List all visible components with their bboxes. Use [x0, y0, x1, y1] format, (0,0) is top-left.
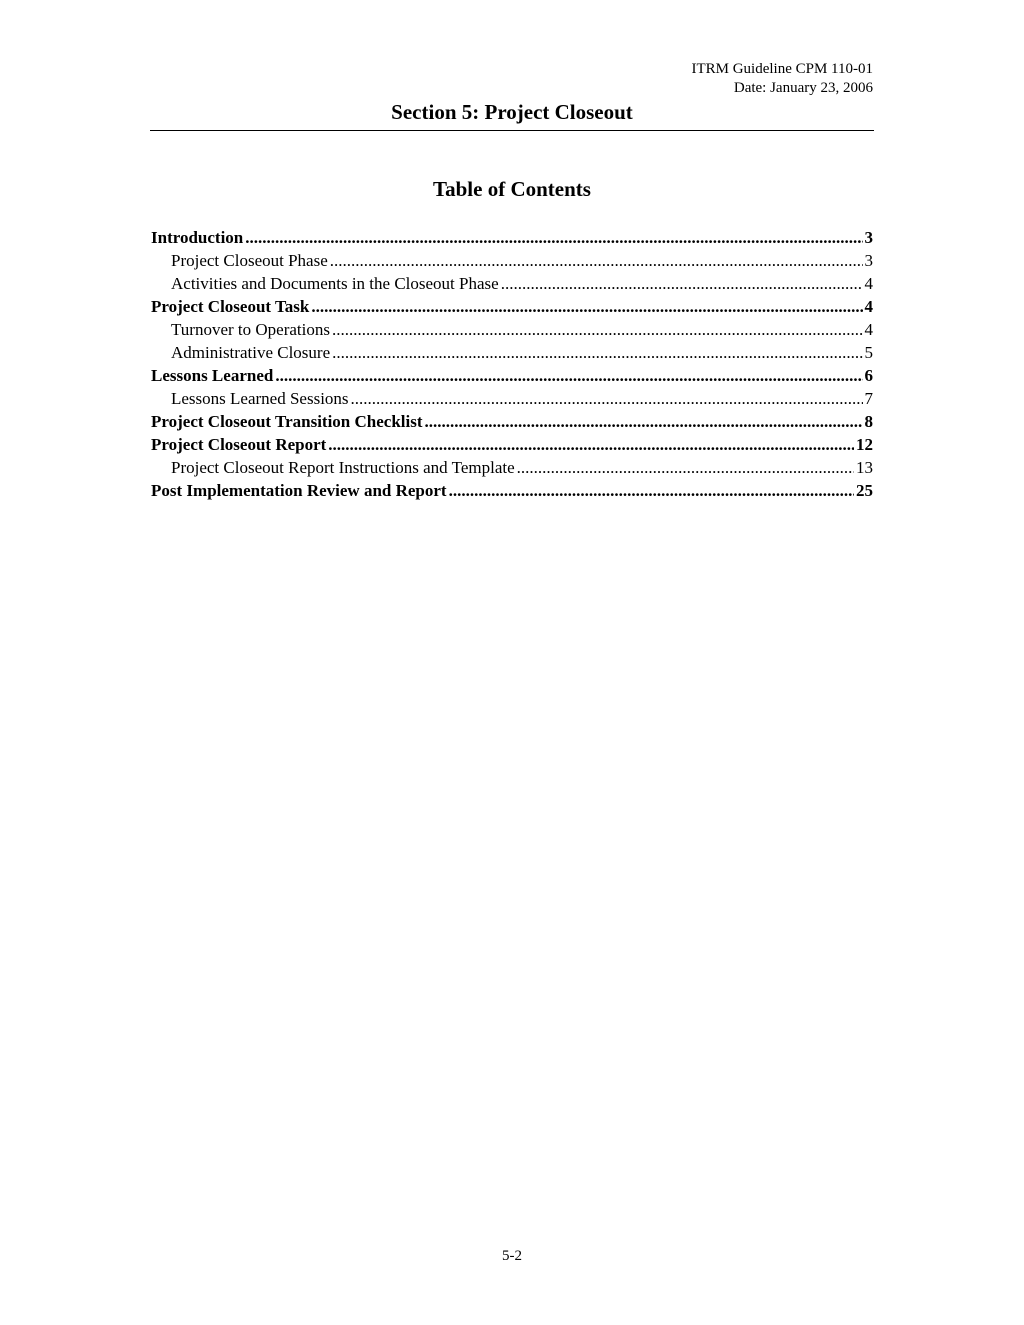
table-of-contents: [151, 226, 873, 502]
toc-leader-dots: [245, 226, 862, 249]
toc-entry[interactable]: [151, 341, 873, 364]
toc-entry-label: Turnover to Operations: [171, 320, 330, 339]
toc-entry-page: 12: [856, 435, 873, 454]
toc-entry[interactable]: [151, 249, 873, 272]
toc-entry-page: 3: [864, 251, 873, 270]
document-header: [691, 60, 873, 98]
toc-entry-page: 25: [856, 481, 873, 500]
toc-entry[interactable]: [151, 456, 873, 479]
toc-leader-dots: [501, 272, 863, 295]
toc-entry[interactable]: [151, 226, 873, 249]
toc-leader-dots: [332, 318, 863, 341]
toc-entry[interactable]: [151, 364, 873, 387]
toc-entry-label: Project Closeout Report: [151, 435, 327, 454]
toc-entry-page: 5: [864, 343, 873, 362]
toc-leader-dots: [351, 387, 863, 410]
toc-entry-label: Introduction: [151, 228, 244, 247]
document-date: Date: January 23, 2006: [733, 80, 873, 96]
toc-entry-page: 7: [864, 389, 873, 408]
toc-entry-label: Lessons Learned Sessions: [171, 389, 349, 408]
toc-leader-dots: [311, 295, 862, 318]
toc-leader-dots: [275, 364, 862, 387]
toc-title: Table of Contents: [433, 177, 591, 201]
toc-entry[interactable]: [151, 318, 873, 341]
toc-entry[interactable]: [151, 272, 873, 295]
toc-leader-dots: [332, 341, 862, 364]
toc-entry[interactable]: [151, 387, 873, 410]
toc-entry-page: 4: [864, 320, 873, 339]
toc-entry-label: Project Closeout Report Instructions and Template: [171, 458, 515, 477]
toc-entry[interactable]: [151, 295, 873, 318]
toc-entry-page: 13: [856, 458, 873, 477]
toc-entry-page: 3: [864, 228, 873, 247]
toc-entry[interactable]: [151, 410, 873, 433]
page-number: 5-2: [502, 1248, 522, 1264]
toc-entry[interactable]: [151, 479, 873, 502]
toc-entry-label: Post Implementation Review and Report: [151, 481, 447, 500]
toc-entry-label: Activities and Documents in the Closeout Phase: [171, 274, 499, 293]
toc-entry-label: Administrative Closure: [171, 343, 331, 362]
toc-entry-page: 8: [864, 412, 873, 431]
section-title: Section 5: Project Closeout: [391, 100, 633, 124]
toc-entry-label: Project Closeout Task: [151, 297, 310, 316]
guideline-id: ITRM Guideline CPM 110-01: [691, 61, 873, 77]
toc-entry-label: Project Closeout Phase: [171, 251, 328, 270]
toc-leader-dots: [449, 479, 854, 502]
header-rule: [150, 130, 874, 131]
toc-entry-page: 4: [864, 297, 873, 316]
toc-entry[interactable]: [151, 433, 873, 456]
toc-leader-dots: [517, 456, 854, 479]
toc-entry-label: Lessons Learned: [151, 366, 274, 385]
toc-entry-page: 4: [864, 274, 873, 293]
toc-leader-dots: [425, 410, 863, 433]
toc-entry-page: 6: [864, 366, 873, 385]
toc-leader-dots: [328, 433, 854, 456]
toc-entry-label: Project Closeout Transition Checklist: [151, 412, 423, 431]
toc-leader-dots: [330, 249, 863, 272]
